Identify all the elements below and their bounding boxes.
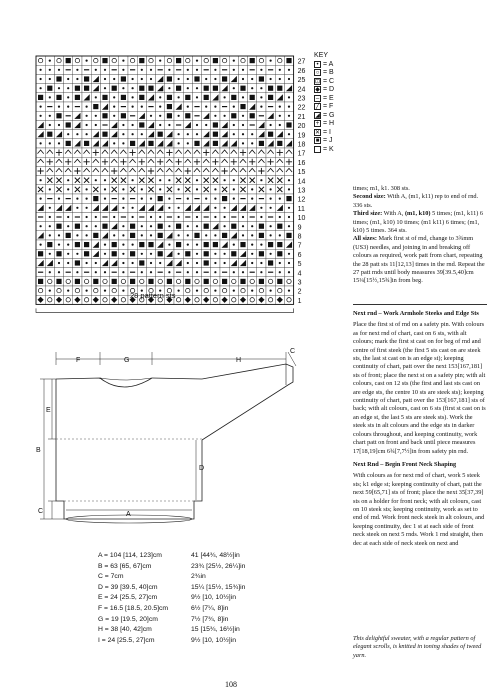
key-symbol-circle: ○ xyxy=(315,70,320,77)
key-label: = J xyxy=(323,137,333,145)
measurement-in: 2¾in xyxy=(191,573,206,581)
row-number: 24 xyxy=(297,86,306,94)
measurement-row xyxy=(98,551,245,562)
row-number: 13 xyxy=(297,187,306,195)
row-number: 12 xyxy=(297,196,306,204)
left-shoulder xyxy=(56,378,100,379)
label-h: H xyxy=(236,357,242,364)
key-label: = H xyxy=(323,120,335,128)
measurement-in: 9½ [10, 10½]in xyxy=(191,594,236,602)
key-label: = A xyxy=(323,60,334,68)
key-label: = C xyxy=(323,77,335,85)
armhole-paragraph: Place the first st of rnd on a safety pin. With colours as for next rnd of chart, cast on 6 sts, with alt colours; mark the first st cast on for beg of rnd and centre of first steek (the first 5 sts cast on are steek sts, the last st cast on is an edge st); keeping continuity of chart, patt over the next 153[167,181] sts of front; place the next st on a safety pin; with alt colours, cast on 12 sts (the first and last sts cast on are edge sts, the centre 10 sts are steek sts); keeping continuity of chart, patt over the 153[167,181] sts of back; with alt colours, cast on 6 sts (first st cast on is an edge st, the last 5 sts are steek sts). Work the steek sts in alt colours and the edge sts in darker colours throughout, and keeping continuity, work chart patt on front and back until piece measures 17[18,19]cm 6¾[7,7½]in from safety pin rnd. xyxy=(353,321,486,455)
row-number: 25 xyxy=(297,77,306,85)
row-number: 21 xyxy=(297,113,306,121)
back-neckline xyxy=(100,378,152,380)
key-label: = G xyxy=(323,111,335,119)
row-number: 17 xyxy=(297,150,306,158)
row-number: 18 xyxy=(297,141,306,149)
row-number: 10 xyxy=(297,215,306,223)
row-number: 26 xyxy=(297,67,306,75)
page-number: 108 xyxy=(225,680,237,689)
measurement-cm: H = 38 [40, 42]cm xyxy=(98,626,152,634)
measurement-cm: E = 24 [25.5, 27]cm xyxy=(98,594,158,602)
measurements-table xyxy=(98,551,245,646)
key-symbol-cross: ✕ xyxy=(315,129,321,136)
measurement-cm: F = 16.5 [18.5, 20.5]cm xyxy=(98,604,169,612)
label-f: F xyxy=(76,357,81,364)
neck-paragraph: With colours as for next rnd of chart, work 5 steek sts; k1 edge st; keeping continuity of chart, patt the next 59[65,71] sts of front; place the next 35[37,39] sts on a holder for front neck; with alt colours, cast on 10 steek sts; keeping continuity, work as set to end of rnd. Work front neck steek in alt colours, and keeping continuity, dec 1 st at each side of front neck steek on next 5 rnds. Work 1 rnd straight, then dec at each side of neck steek on next and xyxy=(353,472,485,547)
key-symbol-tri: ◢ xyxy=(315,112,320,119)
key-label: = E xyxy=(323,94,334,102)
key-symbol-slash: ╱ xyxy=(315,104,320,111)
label-g: G xyxy=(124,357,130,364)
neckline xyxy=(100,378,152,387)
label-c: C xyxy=(38,508,44,515)
row-number: 22 xyxy=(297,104,306,112)
key-symbol-square: ■ xyxy=(315,138,320,145)
row-number: 23 xyxy=(297,95,306,103)
label-d: D xyxy=(199,465,205,472)
second-size-heading: Second size: xyxy=(353,193,386,201)
photo-caption: This delightful sweater, with a regular pattern of elegant scrolls, is knitted in toning shades of tweed yarn. xyxy=(353,635,482,659)
key-label: = K xyxy=(323,145,334,153)
measurement-row xyxy=(98,615,245,626)
measurement-in: 6½ [7¼, 8]in xyxy=(191,604,229,612)
measurement-cm: A = 104 [114, 123]cm xyxy=(98,552,162,559)
measurement-cm: I = 24 [25.5, 27]cm xyxy=(98,636,155,644)
measurement-in: 9½ [10, 10½]in xyxy=(191,636,236,644)
row-number: 15 xyxy=(297,169,306,177)
measurement-in: 23¾ [25½, 26¼]in xyxy=(191,562,246,570)
key-label: = B xyxy=(323,69,334,77)
key-title: KEY xyxy=(314,52,329,59)
measurement-row xyxy=(98,604,245,615)
row-number: 14 xyxy=(297,178,306,186)
key-symbol-dot: • xyxy=(314,61,321,68)
measurement-cm: D = 39 [39.5, 40]cm xyxy=(98,583,158,591)
label-c-cuff: C xyxy=(290,348,296,355)
para-4: Mark first st of rnd, change to 3¾mm (US3) needles, and joining in and breaking off colours as required, work patt from chart, repeating the 28 patt sts 11[12,13] times in the rnd. Repeat the 27 patt rnds until body measures 39[39.5,40]cm 15¼[15½,15¾]in from beg. xyxy=(353,235,485,285)
measurement-row xyxy=(98,572,245,583)
row-number: 27 xyxy=(297,58,306,66)
label-b: B xyxy=(36,447,41,454)
measurement-row xyxy=(98,562,245,573)
row-number: 2 xyxy=(297,288,302,296)
row-number: 16 xyxy=(297,159,306,167)
row-number: 3 xyxy=(297,279,302,287)
measurement-row xyxy=(98,593,245,604)
row-number: 20 xyxy=(297,123,306,131)
label-a: A xyxy=(126,511,131,518)
measurement-row xyxy=(98,636,245,647)
measurement-in: 15 [15¾, 16½]in xyxy=(191,626,240,634)
row-number: 4 xyxy=(297,270,302,278)
label-e: E xyxy=(46,407,51,414)
measurement-cm: G = 19 [19.5, 20]cm xyxy=(98,615,158,623)
para-2: With A, (m1, k11) rep to end of rnd. 336 sts. xyxy=(353,193,479,209)
sleeve-outline xyxy=(202,364,293,440)
para-3c: 5 times; (m1, k11) 6 times; (m1, k10) 10 times; (m1 k11) 6 times; (m1, k10) 5 times. 364 sts. xyxy=(353,210,484,235)
measurement-in: 7½ [7¾, 8]in xyxy=(191,615,229,623)
measurement-row xyxy=(98,625,245,636)
row-number: 6 xyxy=(297,251,302,259)
measurement-cm: C = 7cm xyxy=(98,573,124,581)
row-number: 5 xyxy=(297,261,302,269)
third-size-heading: Third size: xyxy=(353,210,383,218)
key-symbol-dotbox: ⊡ xyxy=(315,78,321,85)
para-3b: (m1, k10) xyxy=(404,210,431,218)
key-symbol-plus: + xyxy=(315,121,320,128)
armhole-heading: Next rnd – Work Armhole Steeks and Edge Sts xyxy=(353,310,479,317)
key-label: = D xyxy=(323,86,335,94)
pattern-sts-label: 28 pattern sts xyxy=(130,291,176,300)
key-symbol-diamond: ◆ xyxy=(315,87,320,94)
row-number: 9 xyxy=(297,224,302,232)
key-symbol-dash: – xyxy=(315,95,320,102)
measurement-in: 15¼ [15½, 15¾]in xyxy=(191,583,246,591)
body-outline xyxy=(56,379,205,519)
row-number: 8 xyxy=(297,233,302,241)
measurement-cm: B = 63 [65, 67]cm xyxy=(98,562,152,570)
row-number: 11 xyxy=(297,205,305,213)
row-number: 7 xyxy=(297,242,302,250)
neck-heading: Next Rnd – Begin Front Neck Shaping xyxy=(353,460,457,468)
measurement-in: 41 [44¾, 48½]in xyxy=(191,552,240,559)
para-1: times; m1, k1. 308 sts. xyxy=(353,185,410,192)
row-number: 19 xyxy=(297,132,306,140)
row-number: 1 xyxy=(297,297,302,305)
right-shoulder xyxy=(152,378,202,379)
key-label: = F xyxy=(323,103,334,111)
measurement-row xyxy=(98,583,245,594)
all-sizes-heading: All sizes: xyxy=(353,235,377,243)
key-label: = I xyxy=(323,128,331,136)
para-3a: With A, xyxy=(382,210,405,218)
